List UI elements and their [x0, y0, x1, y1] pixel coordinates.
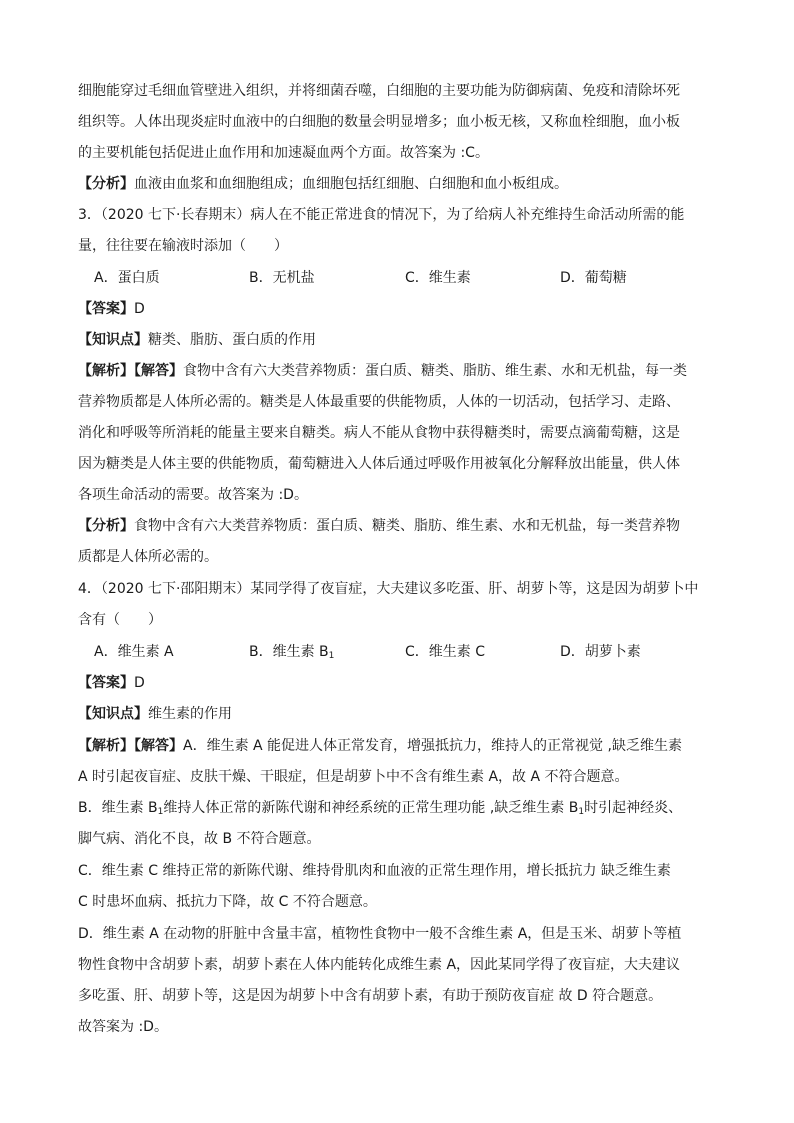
question-4-stem: 4．（2020 七下·邵阳期末）某同学得了夜盲症，大夫建议多吃蛋、肝、胡萝卜等，这是因为胡萝卜中	[78, 581, 699, 597]
text-segment: 时引起神经炎、	[584, 800, 683, 816]
q3-knowledge-point	[78, 331, 316, 349]
q4-option-a: A．维生素 A	[94, 644, 174, 660]
answer-value: D	[134, 675, 145, 691]
explanation-tag: 【解析】【解答】	[78, 363, 183, 379]
text-line: D．维生素 A 在动物的肝脏中含量丰富，植物性食物中一般不含维生素 A，但是玉米、胡萝卜等植	[78, 926, 682, 942]
text-line: 各项生命活动的需要。故答案为 :D。	[78, 487, 308, 503]
text-line	[78, 799, 682, 817]
knowledge-text: 维生素的作用	[148, 706, 232, 722]
text-line: 消化和呼吸等所消耗的能量主要来自糖类。病人不能从食物中获得糖类时，需要点滴葡萄糖，这是	[78, 425, 680, 441]
answer-value: D	[134, 301, 145, 317]
option-text: B．维生素 B	[249, 644, 329, 660]
knowledge-text: 糖类、脂肪、蛋白质的作用	[148, 332, 316, 348]
q3-option-a: A．蛋白质	[94, 270, 160, 286]
text-line: 质都是人体所必需的。	[78, 549, 218, 565]
q3-option-b: B．无机盐	[249, 270, 315, 286]
text-line: 营养物质都是人体所必需的。糖类是人体最重要的供能物质，人体的一切活动，包括学习、走路、	[78, 394, 680, 410]
subscript: 1	[328, 651, 335, 661]
q3-option-c: C．维生素	[405, 270, 471, 286]
q4-option-b	[249, 643, 334, 661]
text-line: 脚气病、消化不良，故 B 不符合题意。	[78, 831, 321, 847]
text-line: 细胞能穿过毛细血管壁进入组织，并将细菌吞噬，白细胞的主要功能为防御病菌、免疫和清除坏死	[78, 83, 680, 99]
explanation-text: A．维生素 A 能促进人体正常发育，增强抵抗力，维持人的正常视觉 ,缺乏维生素	[183, 738, 682, 754]
q3-answer	[78, 300, 145, 318]
q3-explanation	[78, 362, 687, 380]
question-4-stem-cont: 含有（ ）	[78, 612, 162, 628]
analysis-paragraph	[78, 175, 568, 193]
question-3-stem-cont: 量，往往要在输液时添加（ ）	[78, 238, 288, 254]
text-line: 的主要机能包括促进止血作用和加速凝血两个方面。故答案为 :C。	[78, 145, 489, 161]
analysis-tag: 【分析】	[78, 176, 134, 192]
q3-analysis	[78, 517, 680, 535]
text-segment: B．维生素 B	[78, 800, 158, 816]
text-line: C 时患坏血病、抵抗力下降，故 C 不符合题意。	[78, 894, 377, 910]
answer-tag: 【答案】	[78, 675, 134, 691]
analysis-text: 食物中含有六大类营养物质：蛋白质、糖类、脂肪、维生素、水和无机盐，每一类营养物	[134, 518, 680, 534]
answer-tag: 【答案】	[78, 301, 134, 317]
question-3-stem: 3．（2020 七下·长春期末）病人在不能正常进食的情况下，为了给病人补充维持生命活动所需的能	[78, 207, 685, 223]
q4-knowledge-point	[78, 705, 232, 723]
final-answer: 故答案为 :D。	[78, 1019, 168, 1035]
q4-answer	[78, 674, 145, 692]
text-line: A 时引起夜盲症、皮肤干燥、干眼症，但是胡萝卜中不含有维生素 A，故 A 不符合题意。	[78, 769, 629, 785]
analysis-tag: 【分析】	[78, 518, 134, 534]
text-line: 物性食物中含胡萝卜素，胡萝卜素在人体内能转化成维生素 A，因此某同学得了夜盲症，大夫建议	[78, 957, 681, 973]
q3-option-d: D．葡萄糖	[560, 270, 627, 286]
knowledge-tag: 【知识点】	[78, 706, 148, 722]
explanation-tag: 【解析】【解答】	[78, 738, 183, 754]
q4-explanation	[78, 737, 682, 755]
text-line: C．维生素 C 维持正常的新陈代谢、维持骨肌肉和血液的正常生理作用，增长抵抗力 缺乏维生素	[78, 863, 671, 879]
text-line: 组织等。人体出现炎症时血液中的白细胞的数量会明显增多；血小板无核，又称血栓细胞，血小板	[78, 114, 680, 130]
q4-option-d: D．胡萝卜素	[560, 644, 641, 660]
knowledge-tag: 【知识点】	[78, 332, 148, 348]
text-line: 因为糖类是人体主要的供能物质，葡萄糖进入人体后通过呼吸作用被氧化分解释放出能量，供人体	[78, 456, 680, 472]
subscript: 1	[157, 807, 164, 817]
analysis-text: 血液由血浆和血细胞组成；血细胞包括红细胞、白细胞和血小板组成。	[134, 176, 568, 192]
text-segment: 维持人体正常的新陈代谢和神经系统的正常生理功能 ,缺乏维生素 B	[163, 800, 579, 816]
explanation-text: 食物中含有六大类营养物质：蛋白质、糖类、脂肪、维生素、水和无机盐，每一类	[183, 363, 687, 379]
q4-option-c: C．维生素 C	[405, 644, 486, 660]
text-line: 多吃蛋、肝、胡萝卜等，这是因为胡萝卜中含有胡萝卜素，有助于预防夜盲症 故 D 符合题意。	[78, 988, 663, 1004]
subscript: 1	[578, 807, 585, 817]
